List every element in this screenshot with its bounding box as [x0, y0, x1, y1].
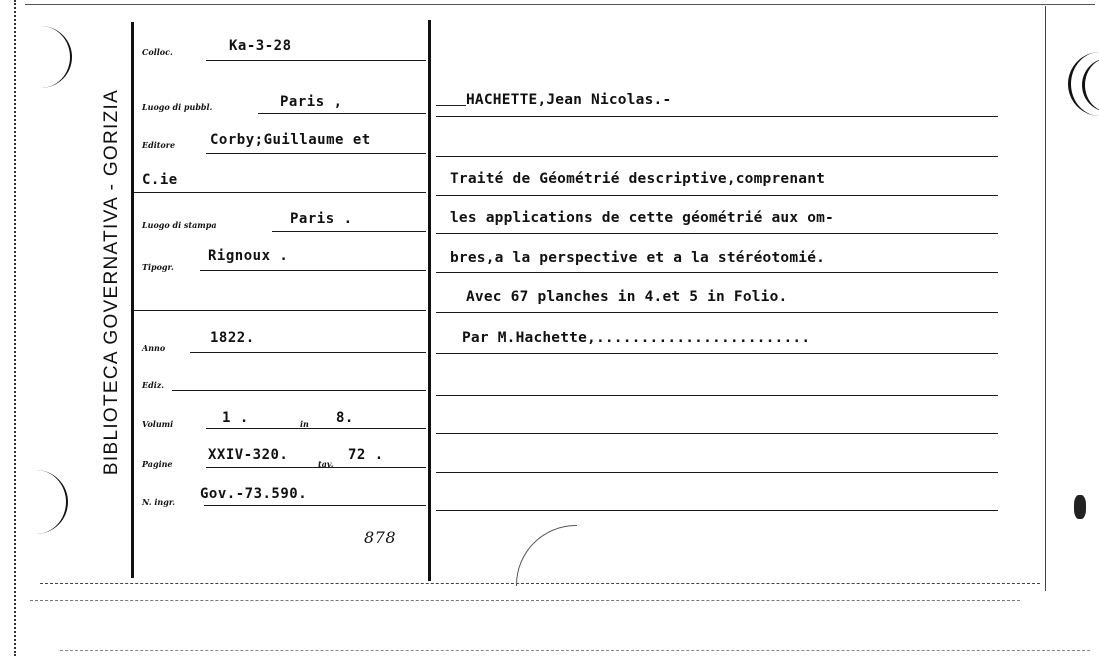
entry-line-1: Traité de Géométrié descriptive,comprenant — [450, 171, 826, 187]
pencil-mark — [516, 525, 577, 586]
volumi-value: 1 . — [222, 410, 249, 426]
rule-body-3 — [436, 272, 998, 273]
shelf-mark: 878 — [364, 528, 397, 547]
rule-author — [436, 116, 998, 117]
collocazione-label: Colloc. — [142, 47, 173, 57]
rule-body-7 — [436, 433, 998, 434]
n-ingr-value: Gov.-73.590. — [200, 486, 308, 502]
card-bottom-edge-2 — [30, 600, 1020, 601]
rule-collocazione — [206, 60, 426, 61]
volumi-in-label: in — [300, 419, 309, 429]
entry-line-5: Par M.Hachette,........................ — [462, 330, 811, 346]
rule-luogo-pubbl — [258, 113, 426, 114]
rule-n-ingr — [204, 505, 426, 506]
rule-body-1 — [436, 195, 998, 196]
rule-body-4 — [436, 312, 998, 313]
rule-editore-2 — [134, 192, 426, 193]
luogo-pubbl-value: Paris , — [280, 94, 343, 110]
luogo-stampa-value: Paris . — [290, 211, 353, 227]
middle-frame-line — [428, 20, 431, 581]
card-top-edge — [25, 4, 1095, 5]
rule-body-8 — [436, 472, 998, 473]
tavole-label: tav. — [318, 459, 334, 469]
rule-luogo-stampa — [272, 231, 426, 232]
ediz-label: Ediz. — [142, 380, 165, 390]
rule-tipografo — [200, 270, 426, 271]
rule-body-9 — [436, 510, 998, 511]
entry-line-4: Avec 67 planches in 4.et 5 in Folio. — [466, 289, 788, 305]
n-ingr-label: N. ingr. — [142, 497, 176, 507]
author-underline — [436, 105, 466, 106]
tipografo-label: Tipogr. — [142, 262, 174, 272]
left-frame-line — [131, 22, 134, 578]
rule-body-6 — [436, 395, 998, 396]
editore-value-cont: C.ie — [142, 172, 178, 188]
editore-value: Corby;Guillaume et — [210, 132, 371, 148]
rule-body-0 — [436, 156, 998, 157]
volumi-label: Volumi — [142, 419, 174, 429]
entry-author: HACHETTE,Jean Nicolas.- — [466, 92, 672, 108]
luogo-stampa-label: Luogo di stampa — [142, 220, 217, 230]
library-name: BIBLIOTECA GOVERNATIVA - GORIZIA — [101, 88, 122, 476]
rule-pagine — [206, 467, 426, 468]
rule-body-5 — [436, 353, 998, 354]
rule-body-2 — [436, 233, 998, 234]
collocazione-value: Ka-3-28 — [229, 38, 292, 54]
card-right-edge — [1045, 6, 1046, 591]
tipografo-value: Rignoux . — [208, 248, 289, 264]
entry-line-2: les applications de cette géométrié aux om- — [450, 210, 834, 226]
lower-scan-line — [60, 650, 1090, 651]
volumi-format: 8. — [336, 410, 354, 426]
pagine-value: XXIV-320. — [208, 447, 289, 463]
rule-anno — [190, 352, 426, 353]
binder-hole-bottom — [30, 470, 68, 534]
anno-label: Anno — [142, 343, 166, 353]
rule-volumi — [206, 428, 426, 429]
ink-blot — [1074, 495, 1086, 519]
rule-ediz — [172, 390, 426, 391]
card-left-edge — [14, 0, 16, 656]
editore-label: Editore — [142, 140, 176, 150]
anno-value: 1822. — [210, 330, 255, 346]
entry-line-3: bres,a la perspective et a la stéréotomié. — [450, 250, 826, 266]
rule-blank — [134, 310, 426, 311]
luogo-pubbl-label: Luogo di pubbl. — [142, 102, 213, 112]
pagine-label: Pagine — [142, 459, 173, 469]
tavole-value: 72 . — [348, 447, 384, 463]
binder-hole-top — [30, 26, 72, 88]
rule-editore — [206, 153, 426, 154]
